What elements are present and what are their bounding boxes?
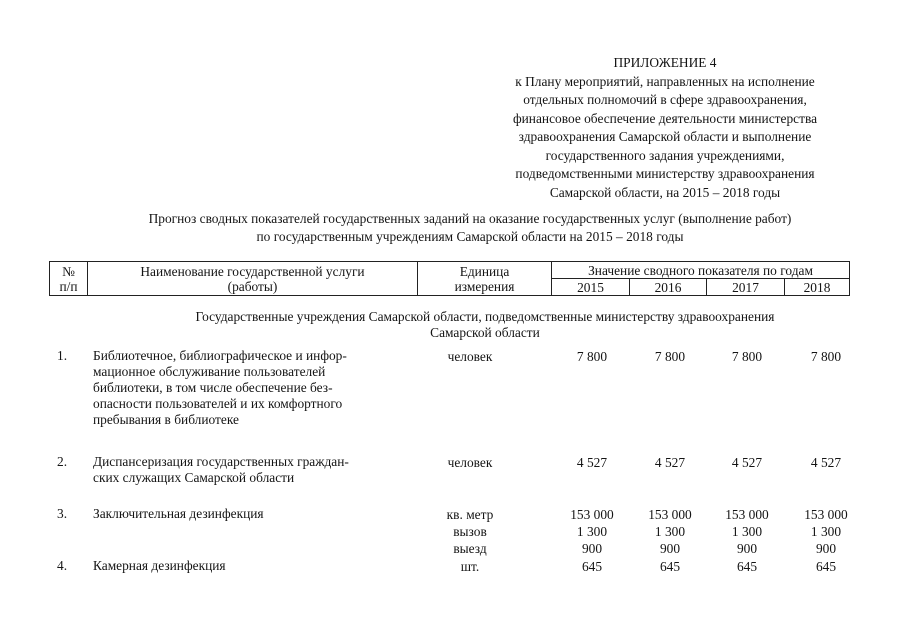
value-2015: 645 [581, 559, 603, 574]
value-2015: 900 [581, 541, 603, 556]
header-num-cell [50, 262, 88, 296]
service-name [93, 348, 393, 428]
document-title-line: Прогноз сводных показателей государственных заданий на оказание государственных услуг (выполнение работ) [148, 211, 792, 226]
unit-cell: вызов [453, 524, 487, 539]
value-2016: 7 800 [654, 349, 686, 364]
header-unit-sublabel: измерения [454, 278, 515, 294]
header-num-sublabel: п/п [59, 278, 78, 294]
appendix-line: здравоохранения Самарской области и выполнение [518, 129, 812, 144]
unit-cell: человек [447, 455, 493, 470]
value-2017: 4 527 [731, 455, 763, 470]
value-2015: 4 527 [576, 455, 608, 470]
service-name [93, 454, 393, 486]
header-name-sublabel: (работы) [227, 278, 278, 294]
service-name-line: Библиотечное, библиографическое и инфор- [93, 348, 347, 363]
value-2015: 1 300 [576, 524, 608, 539]
appendix-line: к Плану мероприятий, направленных на исполнение [515, 73, 815, 89]
unit-cell: человек [447, 349, 493, 364]
value-2016: 153 000 [648, 507, 692, 522]
table-header [49, 261, 850, 296]
appendix-line: государственного задания учреждениями, [545, 147, 785, 163]
header-year-2016: 2016 [630, 279, 707, 296]
document-title-line: по государственным учреждениям Самарской области на 2015 – 2018 годы [256, 229, 684, 244]
service-name-line: Диспансеризация государственных граждан- [93, 454, 349, 469]
service-name [93, 558, 393, 574]
service-name-line: библиотеки, в том числе обеспечение без- [93, 380, 333, 395]
header-year-2018: 2018 [785, 279, 850, 296]
value-2018: 900 [815, 541, 837, 556]
value-2016: 4 527 [654, 455, 686, 470]
service-name-line: пребывания в библиотеке [93, 412, 239, 427]
header-year-2017: 2017 [707, 279, 785, 296]
value-2016: 900 [659, 541, 681, 556]
appendix-block [420, 54, 905, 202]
header-unit-cell [418, 262, 552, 296]
service-name [93, 506, 393, 522]
header-name-cell [88, 262, 418, 296]
appendix-line: подведомственными министерству здравоохранения [515, 166, 815, 181]
service-name-line: мационное обслуживание пользователей [93, 364, 326, 379]
appendix-line: отдельных полномочий в сфере здравоохранения, [523, 92, 807, 107]
unit-cell: выезд [453, 541, 487, 556]
value-2018: 645 [815, 559, 837, 574]
value-2018: 1 300 [810, 524, 842, 539]
appendix-line: Самарской области, на 2015 – 2018 годы [549, 184, 781, 200]
group-heading [100, 309, 870, 341]
row-number: 2. [57, 454, 68, 469]
appendix-line: финансовое обеспечение деятельности министерства [512, 110, 818, 126]
row-number: 3. [57, 506, 68, 521]
unit-cell: шт. [460, 559, 480, 574]
header-values-group: Значение сводного показателя по годам [552, 262, 850, 279]
group-heading-line: Государственные учреждения Самарской области, подведомственные министерству здравоохранения [195, 309, 775, 324]
value-2018: 4 527 [810, 455, 842, 470]
document-title [40, 210, 900, 246]
value-2017: 900 [736, 541, 758, 556]
service-name-line: ских служащих Самарской области [93, 470, 295, 485]
header-name-label: Наименование государственной услуги [140, 263, 365, 279]
row-number: 4. [57, 558, 68, 573]
header-num-label: № [62, 263, 75, 279]
value-2015: 7 800 [576, 349, 608, 364]
row-number: 1. [57, 348, 68, 363]
value-2018: 153 000 [804, 507, 848, 522]
value-2018: 7 800 [810, 349, 842, 364]
value-2016: 645 [659, 559, 681, 574]
value-2015: 153 000 [570, 507, 614, 522]
group-heading-line: Самарской области [430, 325, 540, 340]
service-name-line: Заключительная дезинфекция [93, 506, 264, 521]
appendix-heading: ПРИЛОЖЕНИЕ 4 [613, 55, 717, 70]
header-year-2015: 2015 [552, 279, 630, 296]
value-2016: 1 300 [654, 524, 686, 539]
service-name-line: Камерная дезинфекция [93, 558, 226, 573]
service-name-line: опасности пользователей и их комфортного [93, 396, 343, 411]
unit-cell: кв. метр [446, 507, 494, 522]
value-2017: 645 [736, 559, 758, 574]
value-2017: 1 300 [731, 524, 763, 539]
value-2017: 7 800 [731, 349, 763, 364]
value-2017: 153 000 [725, 507, 769, 522]
header-unit-label: Единица [459, 263, 510, 279]
